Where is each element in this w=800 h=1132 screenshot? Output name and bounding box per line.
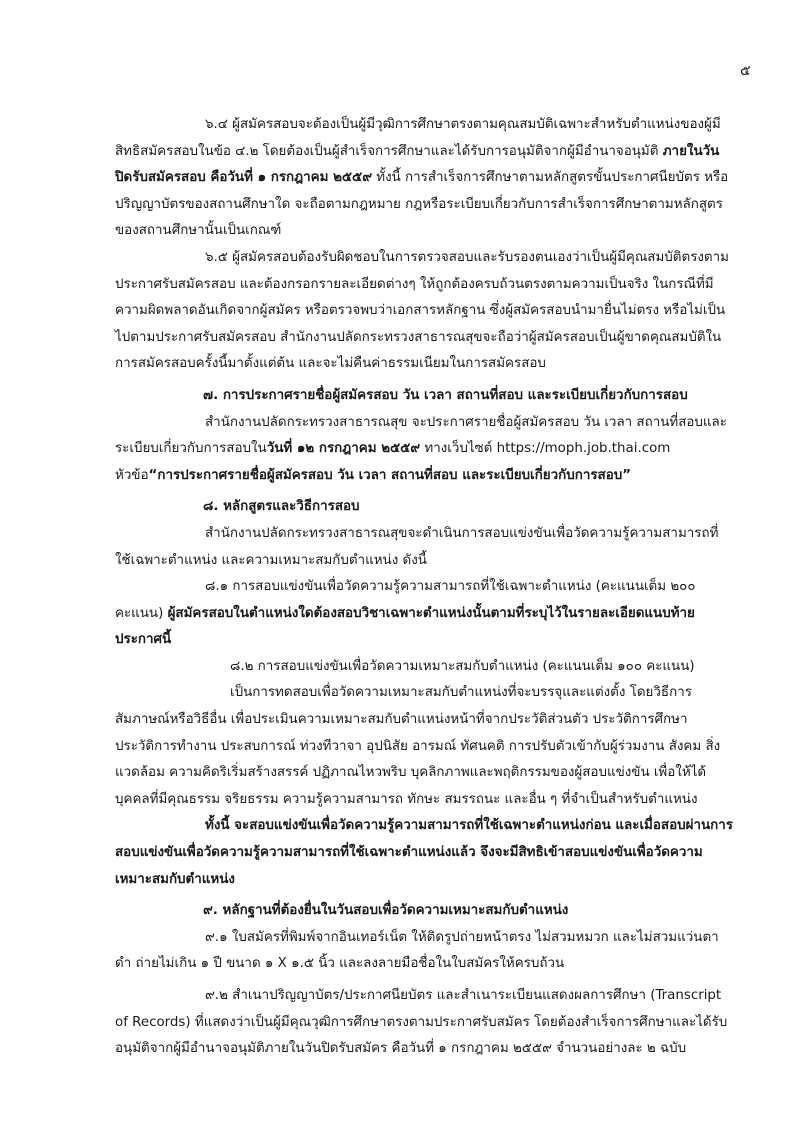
section-8-item-2-body: เป็นการทดสอบเพื่อวัดความเหมาะสมกับตำแหน่งที่จะบรรจุและแต่งตั้ง โดยวิธีการสัมภาษณ์หรือวิธีอื่น เพื่อประเมินความเหมาะสมกับตำแหน่งหน้าที่จากประวัติส่วนตัว ประวัติการศึกษา ประวัติการทำงาน ประสบการณ์ ท่วงทีวาจา อุปนิสัย อารมณ์ ทัศนคติ การปรับตัวเข้ากับผู้ร่วมงาน สังคม สิ่งแวดล้อม ความคิดริเริ่มสร้างสรรค์ ปฏิภาณไหวพริบ บุคลิกภาพและพฤติกรรมของผู้สอบแข่งขัน เพื่อให้ได้บุคคลที่มีคุณธรรม จริยธรรม ความรู้ความสามารถ ทักษะ สมรรถนะ และอื่น ๆ ที่จำเป็นสำหรับตำแหน่ง xyxy=(115,685,721,807)
document-body xyxy=(115,112,733,1063)
paragraph-6-4 xyxy=(115,112,733,245)
section-7-topic: “การประกาศรายชื่อผู้สมัครสอบ วัน เวลา สถานที่สอบ และระเบียบเกี่ยวกับการสอบ” xyxy=(148,467,632,483)
section-8-body: สำนักงานปลัดกระทรวงสาธารณสุขจะดำเนินการสอบแข่งขันเพื่อวัดความรู้ความสามารถที่ใช้เฉพาะตำแหน่ง และความเหมาะสมกับตำแหน่ง ดังนี้ xyxy=(115,525,719,568)
paragraph-6-4-bold: ภายในวันปิดรับสมัครสอบ คือวันที่ ๑ กรกฎาคม ๒๕๕๙ xyxy=(115,143,720,186)
section-8-item-1-text: ๘.๑ การสอบแข่งขันเพื่อวัดความรู้ความสามารถที่ใช้เฉพาะตำแหน่ง (คะแนนเต็ม ๒๐๐ คะแนน) xyxy=(115,579,696,621)
paragraph-6-4-rest: ทั้งนี้ การสำเร็จการศึกษาตามหลักสูตรขั้นประกาศนียบัตร หรือปริญญาบัตรของสถานศึกษาใด จะถือตามกฎหมาย กฎหรือระเบียบเกี่ยวกับการสำเร็จการศึกษาตามหลักสูตรของสถานศึกษานั้นเป็นเกณฑ์ xyxy=(115,170,729,239)
section-7-body-c: หัวข้อ xyxy=(115,467,149,483)
section-9-item-1: ๙.๑ ใบสมัครที่พิมพ์จากอินเทอร์เน็ต ให้ติดรูปถ่ายหน้าตรง ไม่สวมหมวก และไม่สวมแว่นตาดำ ถ่ายไม่เกิน ๑ ปี ขนาด ๑ X ๑.๕ นิ้ว และลงลายมือชื่อในใบสมัครให้ครบถ้วน xyxy=(115,929,719,972)
section-7-heading: ๗. การประกาศรายชื่อผู้สมัครสอบ วัน เวลา สถานที่สอบ และระเบียบเกี่ยวกับการสอบ xyxy=(203,387,688,403)
section-9-heading: ๙. หลักฐานที่ต้องยื่นในวันสอบเพื่อวัดความเหมาะสมกับตำแหน่ง xyxy=(203,903,569,919)
section-8-item-1 xyxy=(115,574,733,654)
page-number: ๕ xyxy=(740,63,751,79)
section-7-body-b: ทางเว็บไซต์ xyxy=(420,441,497,457)
section-8-heading: ๘. หลักสูตรและวิธีการสอบ xyxy=(203,499,360,515)
website-url: https://moph.job.thai.com xyxy=(496,441,671,457)
paragraph-6-5: ๖.๕ ผู้สมัครสอบต้องรับผิดชอบในการตรวจสอบและรับรองตนเองว่าเป็นผู้มีคุณสมบัติตรงตามประกาศรับสมัครสอบ และต้องกรอกรายละเอียดต่างๆ ให้ถูกต้องครบถ้วนตรงตามความเป็นจริง ในกรณีที่มีความผิดพลาดอันเกิดจากผู้สมัคร หรือตรวจพบว่าเอกสารหลักฐาน ซึ่งผู้สมัครสอบนำมายื่นไม่ตรง หรือไม่เป็นไปตามประกาศรับสมัครสอบ สำนักงานปลัดกระทรวงสาธารณสุขจะถือว่าผู้สมัครสอบเป็นผู้ขาดคุณสมบัติในการสมัครสอบครั้งนี้มาตั้งแต่ต้น และจะไม่คืนค่าธรรมเนียมในการสมัครสอบ xyxy=(115,249,729,372)
section-8-item-1-bold: ผู้สมัครสอบในตำแหน่งใดต้องสอบวิชาเฉพาะตำแหน่งนั้นตามที่ระบุไว้ในรายละเอียดแนบท้ายประกาศนี้ xyxy=(115,605,695,648)
paragraph-6-4-intro: ๖.๔ ผู้สมัครสอบจะต้องเป็นผู้มีวุฒิการศึกษาตรงตามคุณสมบัติเฉพาะสำหรับตำแหน่งของผู้มีสิทธิสมัครสอบในข้อ ๔.๒ โดยต้องเป็นผู้สำเร็จการศึกษาและได้รับการอนุมัติจากผู้มีอำนาจอนุมัติ xyxy=(115,117,721,159)
section-9-item-2: ๙.๒ สำเนาปริญญาบัตร/ประกาศนียบัตร และสำเนาระเบียนแสดงผลการศึกษา (Transcript of Records) ที่แสดงว่าเป็นผู้มีคุณวุฒิการศึกษาตรงตามประกาศรับสมัคร โดยต้องสำเร็จการศึกษาและได้รับอนุมัติจากผู้มีอำนาจอนุมัติภายในวันปิดรับสมัคร คือวันที่ ๑ กรกฎาคม ๒๕๕๙ จำนวนอย่างละ ๒ ฉบับ xyxy=(115,988,728,1057)
section-8-note: ทั้งนี้ จะสอบแข่งขันเพื่อวัดความรู้ความสามารถที่ใช้เฉพาะตำแหน่งก่อน และเมื่อสอบผ่านการสอบแข่งขันเพื่อวัดความรู้ความสามารถที่ใช้เฉพาะตำแหน่งแล้ว จึงจะมีสิทธิเข้าสอบแข่งขันเพื่อวัดความเหมาะสมกับตำแหน่ง xyxy=(115,818,733,887)
section-7-date: วันที่ ๑๒ กรกฎาคม ๒๕๕๙ xyxy=(266,441,421,457)
section-8-item-2: ๘.๒ การสอบแข่งขันเพื่อวัดความเหมาะสมกับตำแหน่ง (คะแนนเต็ม ๑๐๐ คะแนน) xyxy=(230,658,695,674)
section-7-body-a: สำนักงานปลัดกระทรวงสาธารณสุข จะประกาศรายชื่อผู้สมัครสอบ วัน เวลา สถานที่สอบและระเบียบเกี่ยวกับการสอบใน xyxy=(115,414,727,457)
section-7-body xyxy=(115,410,733,490)
